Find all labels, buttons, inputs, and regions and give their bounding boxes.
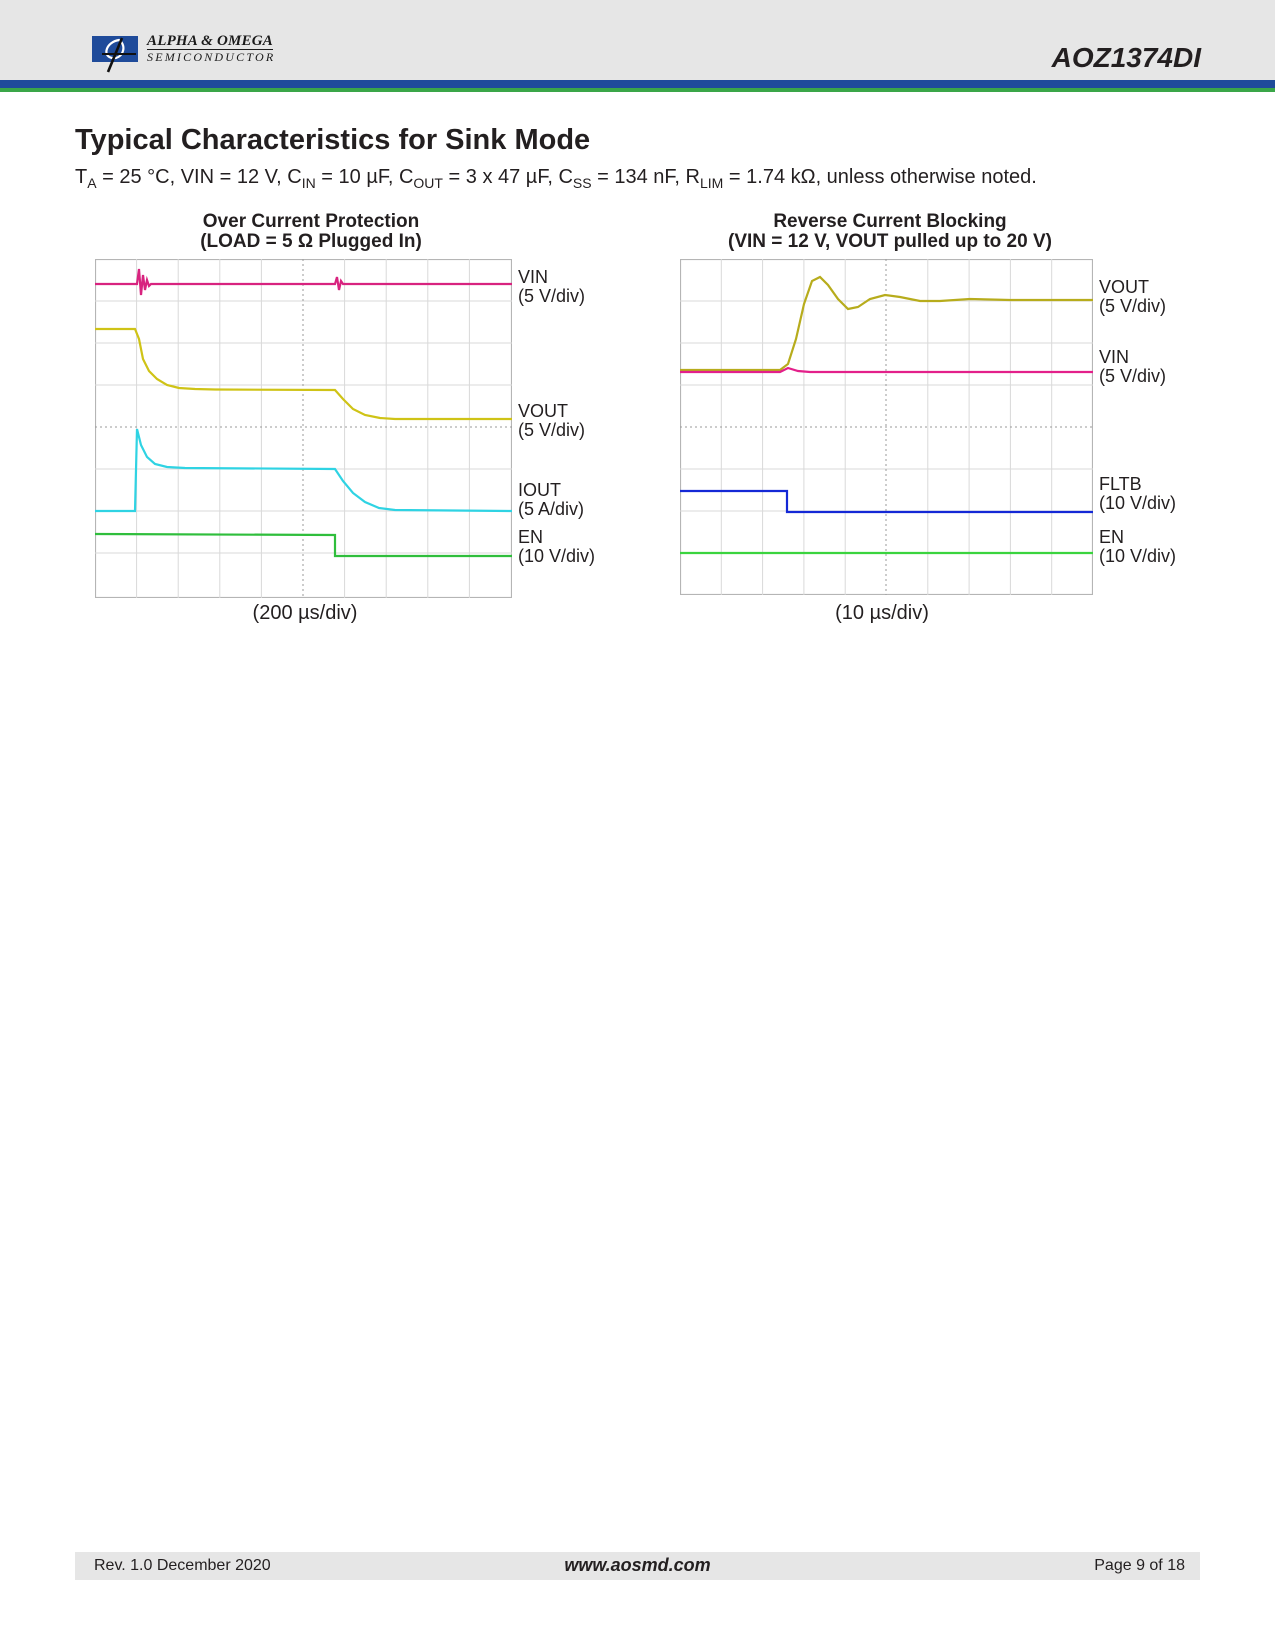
footer-page-number: Page 9 of 18: [1094, 1557, 1185, 1574]
logo-text-line2: SEMICONDUCTOR: [147, 50, 276, 64]
cond-cout: C: [398, 166, 414, 188]
chart2-label-en-scale: (10 V/div): [1099, 546, 1177, 566]
cond-ta-sub: A: [87, 175, 97, 191]
cond-cout-sub: OUT: [413, 175, 443, 191]
chart2-label-vin-name: VIN: [1099, 347, 1130, 367]
cond-cin-value: = 10 µF,: [315, 166, 399, 188]
chart1-label-iout-name: IOUT: [518, 480, 561, 500]
cond-css-sub: SS: [572, 175, 592, 191]
cond-css-value: = 134 nF,: [591, 166, 686, 188]
cond-css: C: [558, 166, 573, 188]
chart2-label-vout-scale: (5 V/div): [1099, 296, 1167, 316]
chart1-label-vin-name: VIN: [518, 267, 549, 287]
test-conditions: [75, 166, 1037, 189]
chart2-title-line1: Reverse Current Blocking: [773, 211, 1007, 232]
chart2-label-fltb: [1099, 475, 1176, 513]
header-rule-green: [0, 88, 1275, 92]
chart2-label-vin: [1099, 348, 1166, 386]
chart1-label-iout-scale: (5 A/div): [518, 499, 585, 519]
chart2-timebase: (10 µs/div): [835, 602, 929, 624]
part-number: AOZ1374DI: [1051, 42, 1201, 73]
chart1-label-vout-scale: (5 V/div): [518, 420, 586, 440]
chart2-title-line2: (VIN = 12 V, VOUT pulled up to 20 V): [728, 231, 1052, 252]
chart1-title-line2: (LOAD = 5 Ω Plugged In): [200, 231, 422, 252]
logo-text-line1: ALPHA & OMEGA: [147, 33, 273, 49]
chart1-label-en-name: EN: [518, 527, 544, 547]
chart1-title-line1: Over Current Protection: [202, 211, 420, 232]
chart1-label-vout-name: VOUT: [518, 401, 569, 421]
chart2-label-en-name: EN: [1099, 527, 1125, 547]
alpha-omega-logo-icon: [92, 34, 140, 74]
chart1-label-vout: [518, 402, 585, 440]
cond-ta-value: = 25 °C, VIN = 12 V,: [96, 166, 288, 188]
cond-cin-sub: IN: [301, 175, 316, 191]
chart1-title: [111, 212, 511, 252]
chart1-label-vin-scale: (5 V/div): [518, 286, 586, 306]
cond-cin: C: [287, 166, 302, 188]
chart2-title: [680, 212, 1100, 252]
cond-cout-value: = 3 x 47 µF,: [442, 166, 559, 188]
cond-rlim-value: = 1.74 kΩ, unless otherwise noted.: [723, 166, 1037, 188]
chart2-label-vout: [1099, 278, 1166, 316]
header-rule-blue: [0, 80, 1275, 88]
chart1-label-en: [518, 528, 595, 566]
chart2-label-en: [1099, 528, 1176, 566]
chart1-timebase: (200 µs/div): [252, 602, 358, 624]
chart2-label-fltb-scale: (10 V/div): [1099, 493, 1177, 513]
chart2-label-fltb-name: FLTB: [1099, 474, 1142, 494]
footer-revision: Rev. 1.0 December 2020: [94, 1557, 271, 1574]
chart2-scope-capture: [680, 259, 1093, 595]
cond-ta: T: [75, 166, 88, 188]
chart2-label-vout-name: VOUT: [1099, 277, 1150, 297]
chart1-label-vin: [518, 268, 585, 306]
cond-rlim: R: [685, 166, 700, 188]
chart1-label-iout: [518, 481, 584, 519]
page-footer: [75, 1552, 1200, 1580]
cond-rlim-sub: LIM: [700, 175, 724, 191]
chart1-scope-capture: [95, 259, 512, 598]
section-title: Typical Characteristics for Sink Mode: [75, 124, 591, 156]
chart1-label-en-scale: (10 V/div): [518, 546, 596, 566]
footer-website-link[interactable]: www.aosmd.com: [564, 1555, 711, 1575]
chart2-label-vin-scale: (5 V/div): [1099, 366, 1167, 386]
